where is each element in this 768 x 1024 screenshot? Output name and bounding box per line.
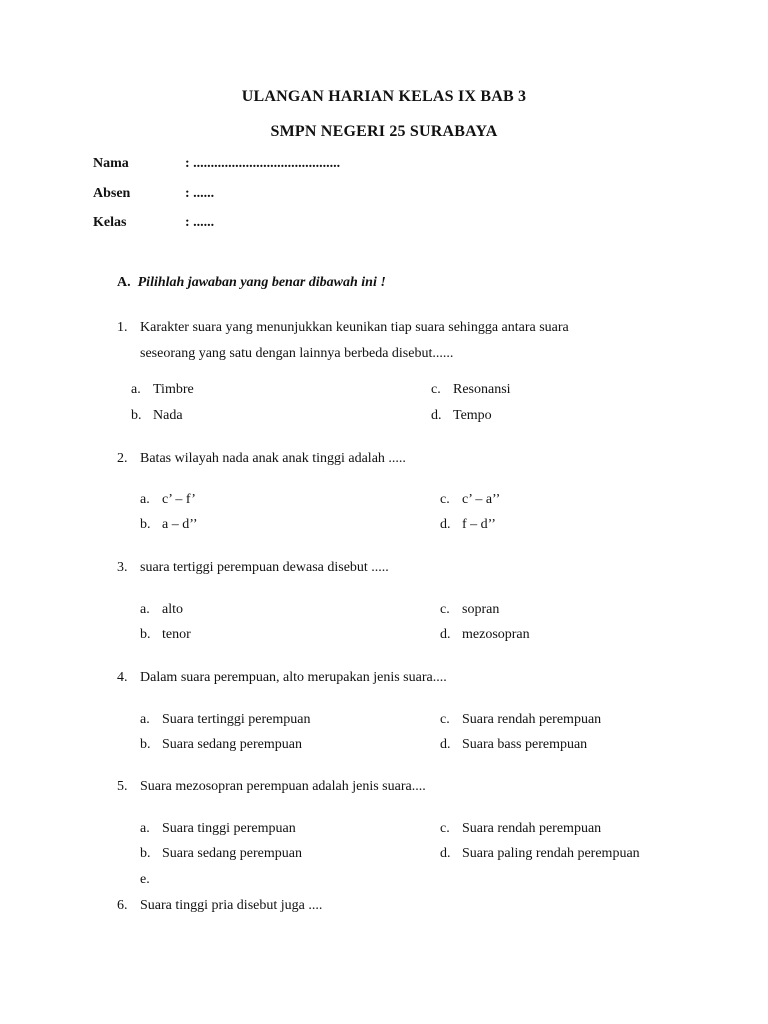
school-name: SMPN NEGERI 25 SURABAYA — [270, 123, 498, 140]
section-letter: A. — [117, 275, 131, 290]
section-heading — [117, 275, 386, 291]
identity-label: Nama — [93, 156, 129, 171]
option-text: a – d’’ — [162, 517, 198, 532]
option-text: Suara tertinggi perempuan — [162, 712, 311, 727]
option-letter: d. — [431, 408, 442, 423]
identity-value: : .......................................... — [185, 156, 341, 171]
option-letter: b. — [140, 737, 151, 752]
identity-row-absen — [93, 186, 214, 202]
option-text: c’ – f’ — [162, 492, 196, 507]
option-letter: d. — [440, 627, 451, 642]
option-text: Nada — [153, 408, 183, 423]
identity-label: Absen — [93, 186, 131, 201]
option-letter: a. — [140, 712, 150, 727]
option-letter: c. — [440, 712, 450, 727]
option-letter: c. — [440, 602, 450, 617]
option-letter: b. — [140, 517, 151, 532]
option-letter: b. — [131, 408, 142, 423]
section-instruction: Pilihlah jawaban yang benar dibawah ini ! — [137, 275, 386, 290]
option-letter: c. — [431, 382, 441, 397]
option-letter: a. — [140, 602, 150, 617]
option-letter: e. — [140, 872, 150, 887]
option-text: Resonansi — [453, 382, 511, 397]
option-text: Suara paling rendah perempuan — [462, 846, 640, 861]
question-text: suara tertiggi perempuan dewasa disebut ..... — [140, 560, 389, 575]
option-text: tenor — [162, 627, 191, 642]
option-text: f – d’’ — [462, 517, 496, 532]
identity-value: : ...... — [185, 186, 215, 201]
question-number: 6. — [117, 898, 128, 913]
identity-value: : ...... — [185, 215, 215, 230]
question-number: 3. — [117, 560, 128, 575]
option-text: Suara sedang perempuan — [162, 846, 302, 861]
question-number: 4. — [117, 670, 128, 685]
option-letter: d. — [440, 737, 451, 752]
identity-row-nama — [93, 156, 340, 172]
option-text: Suara rendah perempuan — [462, 712, 602, 727]
option-letter: c. — [440, 821, 450, 836]
option-text: sopran — [462, 602, 500, 617]
option-letter: c. — [440, 492, 450, 507]
option-letter: b. — [140, 627, 151, 642]
option-letter: a. — [131, 382, 141, 397]
question-text: Suara mezosopran perempuan adalah jenis suara.... — [140, 779, 426, 794]
option-letter: b. — [140, 846, 151, 861]
question-text: Batas wilayah nada anak anak tinggi adalah ..... — [140, 451, 406, 466]
question-number: 1. — [117, 320, 128, 335]
option-text: Suara sedang perempuan — [162, 737, 302, 752]
question-text: Suara tinggi pria disebut juga .... — [140, 898, 323, 913]
option-text: Suara rendah perempuan — [462, 821, 602, 836]
option-letter: d. — [440, 517, 451, 532]
identity-label: Kelas — [93, 215, 127, 230]
question-text: Karakter suara yang menunjukkan keunikan tiap suara sehingga antara suara — [140, 320, 569, 335]
option-text: Suara bass perempuan — [462, 737, 588, 752]
option-text: Suara tinggi perempuan — [162, 821, 296, 836]
page-title: ULANGAN HARIAN KELAS IX BAB 3 — [241, 88, 527, 105]
identity-row-kelas — [93, 215, 214, 231]
option-text: alto — [162, 602, 183, 617]
option-text: Timbre — [153, 382, 194, 397]
option-letter: d. — [440, 846, 451, 861]
option-letter: a. — [140, 821, 150, 836]
option-text: mezosopran — [462, 627, 530, 642]
option-text: Tempo — [453, 408, 492, 423]
question-number: 5. — [117, 779, 128, 794]
question-text: Dalam suara perempuan, alto merupakan jenis suara.... — [140, 670, 447, 685]
option-text: c’ – a’’ — [462, 492, 501, 507]
option-letter: a. — [140, 492, 150, 507]
question-number: 2. — [117, 451, 128, 466]
question-text: seseorang yang satu dengan lainnya berbeda disebut...... — [140, 346, 454, 361]
